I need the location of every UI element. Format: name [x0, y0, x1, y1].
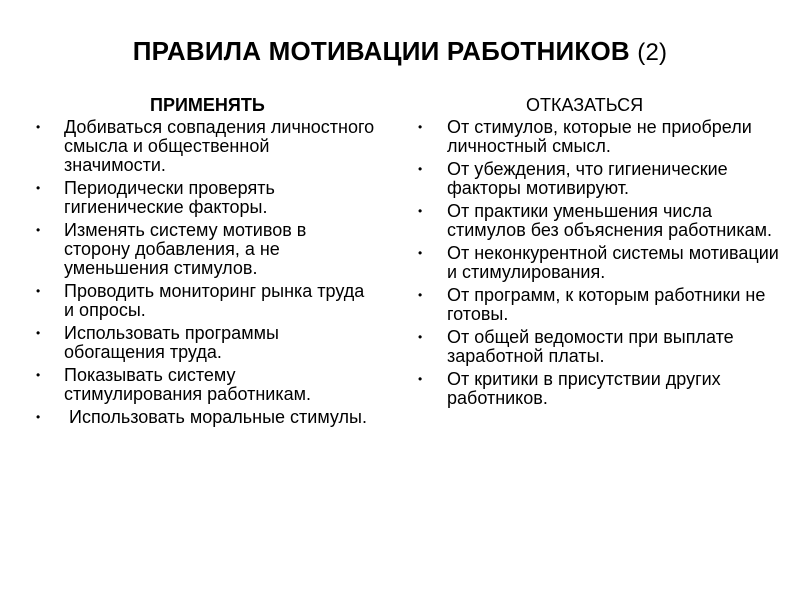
- bullet-icon: •: [36, 326, 41, 340]
- refuse-heading: ОТКАЗАТЬСЯ: [526, 95, 644, 115]
- list-item: [418, 286, 780, 324]
- list-item: [418, 118, 780, 156]
- list-item: [418, 370, 780, 408]
- refuse-column: [418, 94, 780, 412]
- apply-column: [36, 94, 376, 431]
- list-item: [36, 118, 376, 175]
- slide-title-text: ПРАВИЛА МОТИВАЦИИ РАБОТНИКОВ: [132, 36, 630, 66]
- bullet-icon: •: [36, 223, 41, 237]
- list-item: [36, 179, 376, 217]
- list-item-text: Добиваться совпадения личностного смысла и общественной значимости.: [64, 117, 375, 175]
- bullet-icon: •: [418, 330, 423, 344]
- list-item: [36, 282, 376, 320]
- bullet-icon: •: [418, 288, 423, 302]
- slide-title: [0, 36, 800, 67]
- list-item-text: Использовать моральные стимулы.: [64, 407, 367, 427]
- bullet-icon: •: [418, 372, 423, 386]
- list-item-text: Изменять систему мотивов в сторону добавления, а не уменьшения стимулов.: [64, 220, 307, 278]
- bullet-icon: •: [418, 162, 423, 176]
- bullet-icon: •: [418, 204, 423, 218]
- list-item-text: От убеждения, что гигиенические факторы мотивируют.: [447, 159, 728, 198]
- bullet-icon: •: [418, 246, 423, 260]
- list-item-text: От практики уменьшения числа стимулов без объяснения работникам.: [447, 201, 772, 240]
- list-item: [36, 366, 376, 404]
- slide-number: (2): [637, 39, 668, 66]
- list-item: [36, 324, 376, 362]
- list-item-text: От критики в присутствии других работников.: [447, 369, 721, 408]
- list-item: [36, 408, 376, 427]
- list-item: [418, 244, 780, 282]
- bullet-icon: •: [36, 120, 41, 134]
- bullet-icon: •: [36, 181, 41, 195]
- apply-heading: ПРИМЕНЯТЬ: [150, 95, 265, 115]
- bullet-icon: •: [36, 368, 41, 382]
- apply-list: [36, 118, 376, 427]
- bullet-icon: •: [418, 120, 423, 134]
- bullet-icon: •: [36, 284, 41, 298]
- list-item: [418, 202, 780, 240]
- list-item-text: Использовать программы обогащения труда.: [64, 323, 279, 362]
- refuse-list: [418, 118, 780, 408]
- list-item-text: Проводить мониторинг рынка труда и опросы.: [64, 281, 365, 320]
- list-item: [418, 328, 780, 366]
- list-item: [36, 221, 376, 278]
- list-item: [418, 160, 780, 198]
- list-item-text: От стимулов, которые не приобрели личностный смысл.: [447, 117, 752, 156]
- list-item-text: От общей ведомости при выплате заработной платы.: [447, 327, 734, 366]
- bullet-icon: •: [36, 410, 41, 424]
- list-item-text: От программ, к которым работники не готовы.: [447, 285, 766, 324]
- list-item-text: Периодически проверять гигиенические факторы.: [64, 178, 275, 217]
- list-item-text: Показывать систему стимулирования работникам.: [64, 365, 312, 404]
- list-item-text: От неконкурентной системы мотивации и стимулирования.: [447, 243, 779, 282]
